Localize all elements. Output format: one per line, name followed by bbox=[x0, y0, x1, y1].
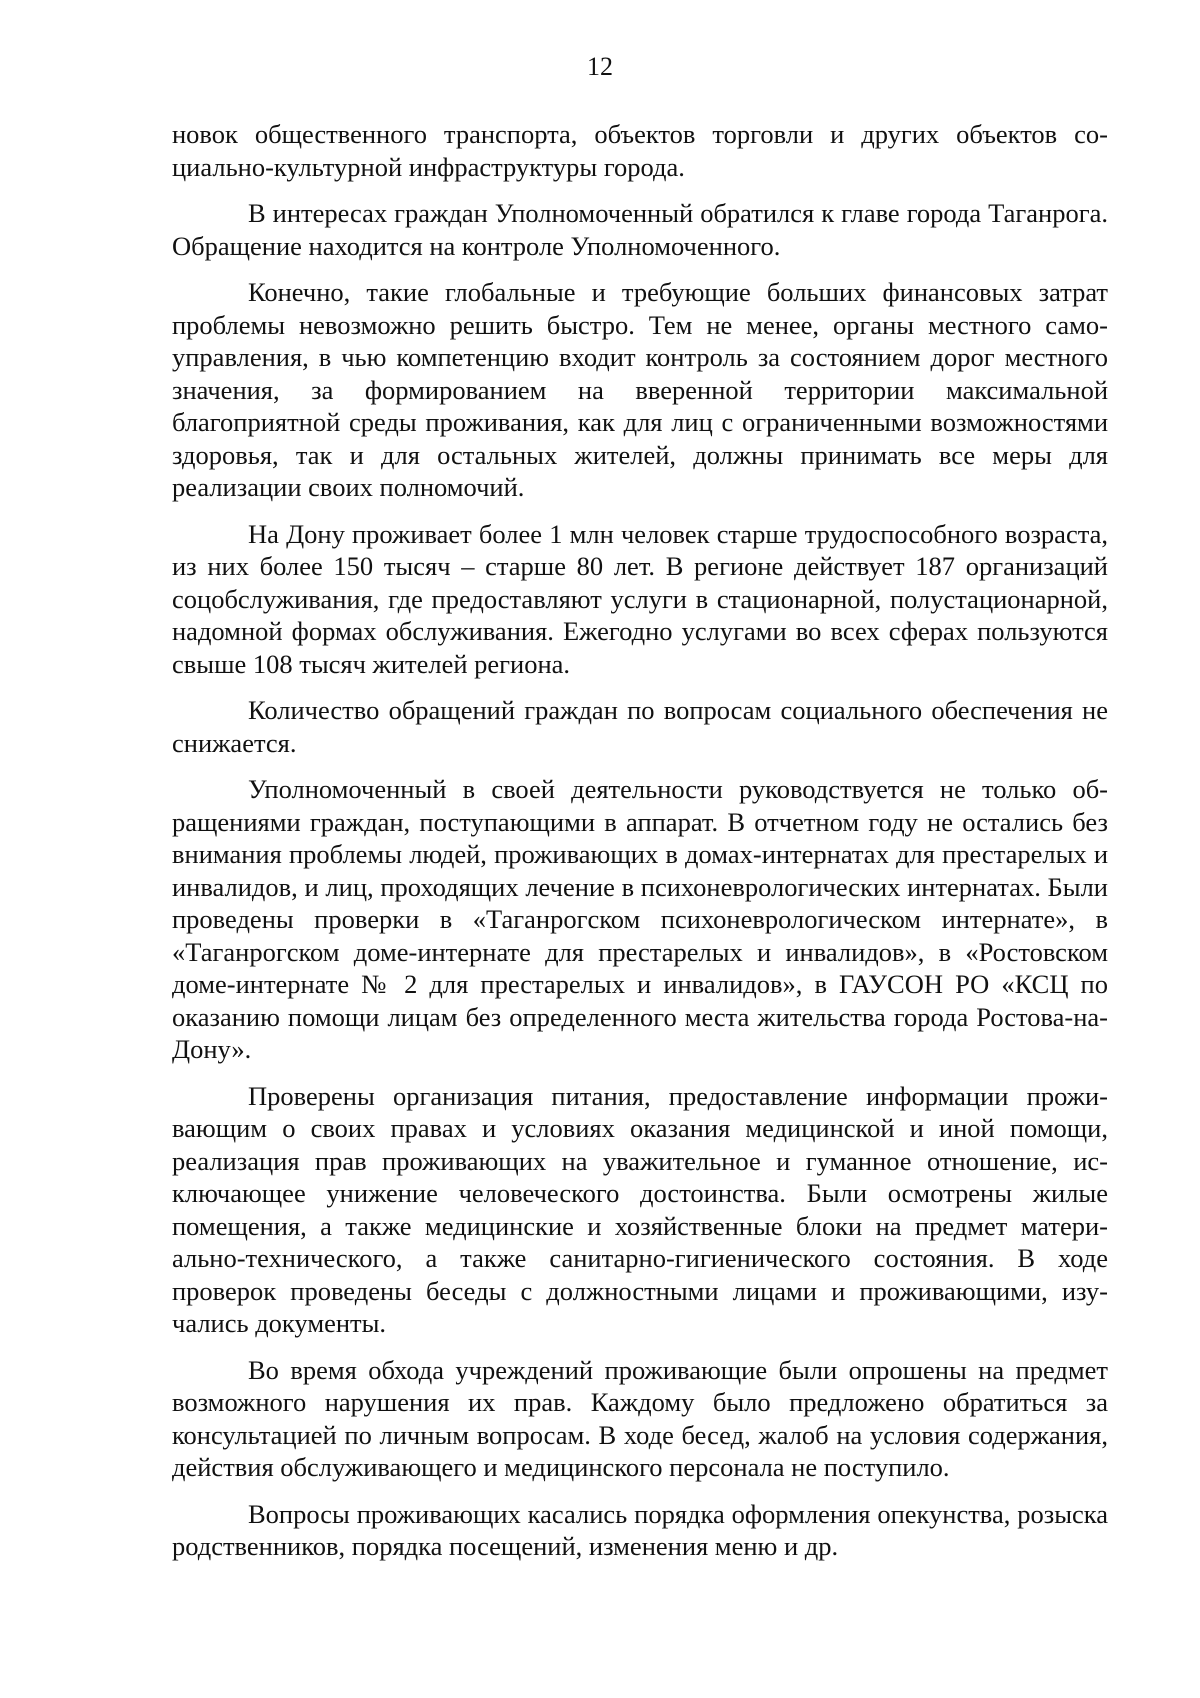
paragraph-resident-survey: Во время обхода учреждений проживающие были опрошены на предмет возможного нарушения их прав. Каждому было предложено обратиться за консультацией по личным вопросам. В ходе бесед, жалоб на условия содержания, действия обслуживающего и медицинского персонала не поступило. bbox=[172, 1354, 1108, 1482]
paragraph-local-government: Конечно, такие глобальные и требующие больших финансовых затрат проблемы невозможно решить быстро. Тем не менее, органы местного самоуправления, в чью компетенцию входит контроль за состоянием дорог местного значения, за формированием на вверенной территории максимальной благоприятной среды проживания, как для лиц с ограниченными возможностями здоровья, так и для остальных жителей, должны принимать все меры для реализации своих полномочий. bbox=[172, 277, 1108, 502]
page-body bbox=[172, 118, 1108, 1577]
paragraph-inspection-scope: Проверены организация питания, предоставление информации проживающим о своих правах и условиях оказания медицинской и иной помощи, реализация прав проживающих на уважительное и гуманное отношение, исключающее унижение человеческого достоинства. Были осмотрены жилые помещения, а также медицинские и хозяйственные блоки на предмет материально-технического, а также санитарно-гигиенического состояния. В ходе проверок проведены беседы с должностными лицами и проживающими, изучались документы. bbox=[172, 1080, 1108, 1338]
paragraph-continuation: новок общественного транспорта, объектов торговли и других объектов социально-культурной инфраструктуры города. bbox=[172, 119, 1108, 182]
paragraph-resident-questions: Вопросы проживающих касались порядка оформления опекунства, розыска родственников, порядка посещений, изменения меню и др. bbox=[172, 1498, 1108, 1561]
paragraph-social-appeals: Количество обращений граждан по вопросам социального обеспечения не снижается. bbox=[172, 695, 1108, 758]
paragraph-elderly-statistics: На Дону проживает более 1 млн человек старше трудоспособного возраста, из них более 150 тысяч – старше 80 лет. В регионе действует 187 организаций соцобслуживания, где предоставляют услуги в стационарной, полустационарной, надомной формах обслуживания. Ежегодно услугами во всех сферах пользуются свыше 108 тысяч жителей региона. bbox=[172, 518, 1108, 679]
paragraph-inspections: Уполномоченный в своей деятельности руководствуется не только обращениями граждан, поступающими в аппарат. В отчетном году не остались без внимания проблемы людей, проживающих в домах-интернатах для престарелых и инвалидов, и лиц, проходящих лечение в психоневрологических интернатах. Были проведены проверки в «Таганрогском психоневрологическом интернате», в «Таганрогском доме-интернате для престарелых и инвалидов», в «Ростовском доме-интернате № 2 для престарелых и инвалидов», в ГАУСОН РО «КСЦ по оказанию помощи лицам без определенного места жительства города Ростова-на-Дону». bbox=[172, 774, 1108, 1064]
page-number: 12 bbox=[587, 52, 613, 81]
paragraph-ombudsman-appeal: В интересах граждан Уполномоченный обратился к главе города Таганрога. Обращение находится на контроле Уполномоченного. bbox=[172, 198, 1108, 261]
